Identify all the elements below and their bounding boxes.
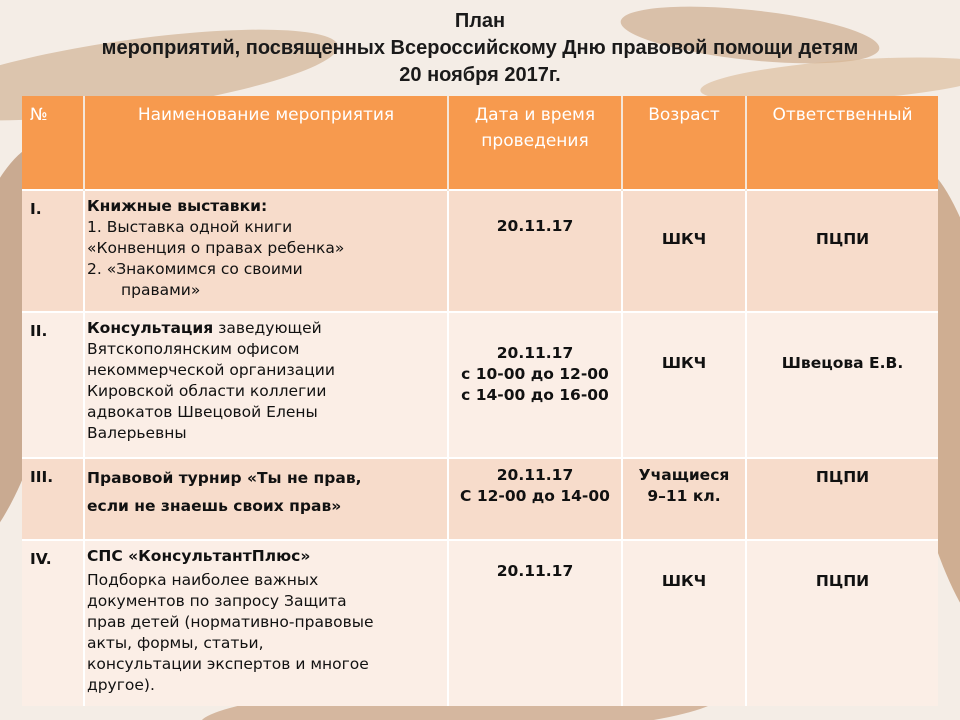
header-name: Наименование мероприятия [84, 96, 448, 190]
header-date-line-2: проведения [481, 131, 589, 151]
row-age-line: 9–11 кл. [647, 487, 721, 505]
row-name [84, 190, 448, 312]
row-name-line: Подборка наиболее важных [87, 571, 319, 589]
row-date-line: 20.11.17 [496, 466, 574, 484]
header-date [448, 96, 622, 190]
row-name [84, 312, 448, 458]
row-date-line: с 14-00 до 16-00 [461, 386, 609, 404]
header-age: Возраст [622, 96, 746, 190]
row-age: ШКЧ [622, 190, 746, 312]
row-age: ШКЧ [622, 540, 746, 706]
row-resp: ПЦПИ [746, 540, 938, 706]
header-num: № [22, 96, 84, 190]
row-age [622, 458, 746, 540]
row-date [448, 312, 622, 458]
row-num: III. [22, 458, 84, 540]
row-name-line: Валерьевны [87, 424, 187, 442]
title-line-3: 20 ноября 2017г. [399, 64, 561, 86]
row-date: 20.11.17 [448, 540, 622, 706]
row-name-line: документов по запросу Защита [87, 592, 347, 610]
row-name-line: 2. «Знакомимся со своими [87, 260, 303, 278]
header-resp: Ответственный [746, 96, 938, 190]
row-name-line: правами» [121, 281, 201, 299]
table-row [22, 458, 938, 540]
row-name [84, 458, 448, 540]
row-age: ШКЧ [622, 312, 746, 458]
row-name-line: другое). [87, 676, 155, 694]
row-name-bold: Книжные выставки: [87, 197, 268, 215]
row-resp: Швецова Е.В. [746, 312, 938, 458]
row-date-line: с 10-00 до 12-00 [461, 365, 609, 383]
row-name-line: если не знаешь своих прав» [87, 497, 342, 515]
row-name-line: Кировской области коллегии [87, 382, 327, 400]
table-row [22, 190, 938, 312]
row-resp: ПЦПИ [746, 190, 938, 312]
row-name-line: прав детей (нормативно-правовые [87, 613, 374, 631]
row-num: I. [22, 190, 84, 312]
row-name-line: Вятскополянским офисом [87, 340, 300, 358]
row-name [84, 540, 448, 706]
row-name-bold: Консультация [87, 319, 214, 337]
page-title [0, 8, 960, 89]
table-header-row [22, 96, 938, 190]
row-name-line: «Конвенция о правах ребенка» [87, 239, 345, 257]
row-date-line: 20.11.17 [496, 344, 574, 362]
row-num: II. [22, 312, 84, 458]
table-row [22, 312, 938, 458]
row-name-rest: заведующей [213, 319, 322, 337]
row-num: IV. [22, 540, 84, 706]
row-date [448, 458, 622, 540]
header-date-line-1: Дата и время [474, 105, 596, 125]
row-date: 20.11.17 [448, 190, 622, 312]
row-name-line: консультации экспертов и многое [87, 655, 369, 673]
row-name-line: адвокатов Швецовой Елены [87, 403, 318, 421]
row-name-bold: СПС «КонсультантПлюс» [87, 547, 311, 565]
events-table [22, 96, 938, 706]
row-date-line: С 12-00 до 14-00 [460, 487, 610, 505]
title-line-1: План [454, 10, 506, 32]
title-line-2: мероприятий, посвященных Всероссийскому Дню правовой помощи детям [101, 37, 859, 59]
row-name-line: некоммерческой организации [87, 361, 335, 379]
row-name-line: 1. Выставка одной книги [87, 218, 293, 236]
row-age-line: Учащиеся [638, 466, 730, 484]
row-resp: ПЦПИ [746, 458, 938, 540]
row-name-line: акты, формы, статьи, [87, 634, 264, 652]
table-row [22, 540, 938, 706]
row-name-line: Правовой турнир «Ты не прав, [87, 469, 362, 487]
